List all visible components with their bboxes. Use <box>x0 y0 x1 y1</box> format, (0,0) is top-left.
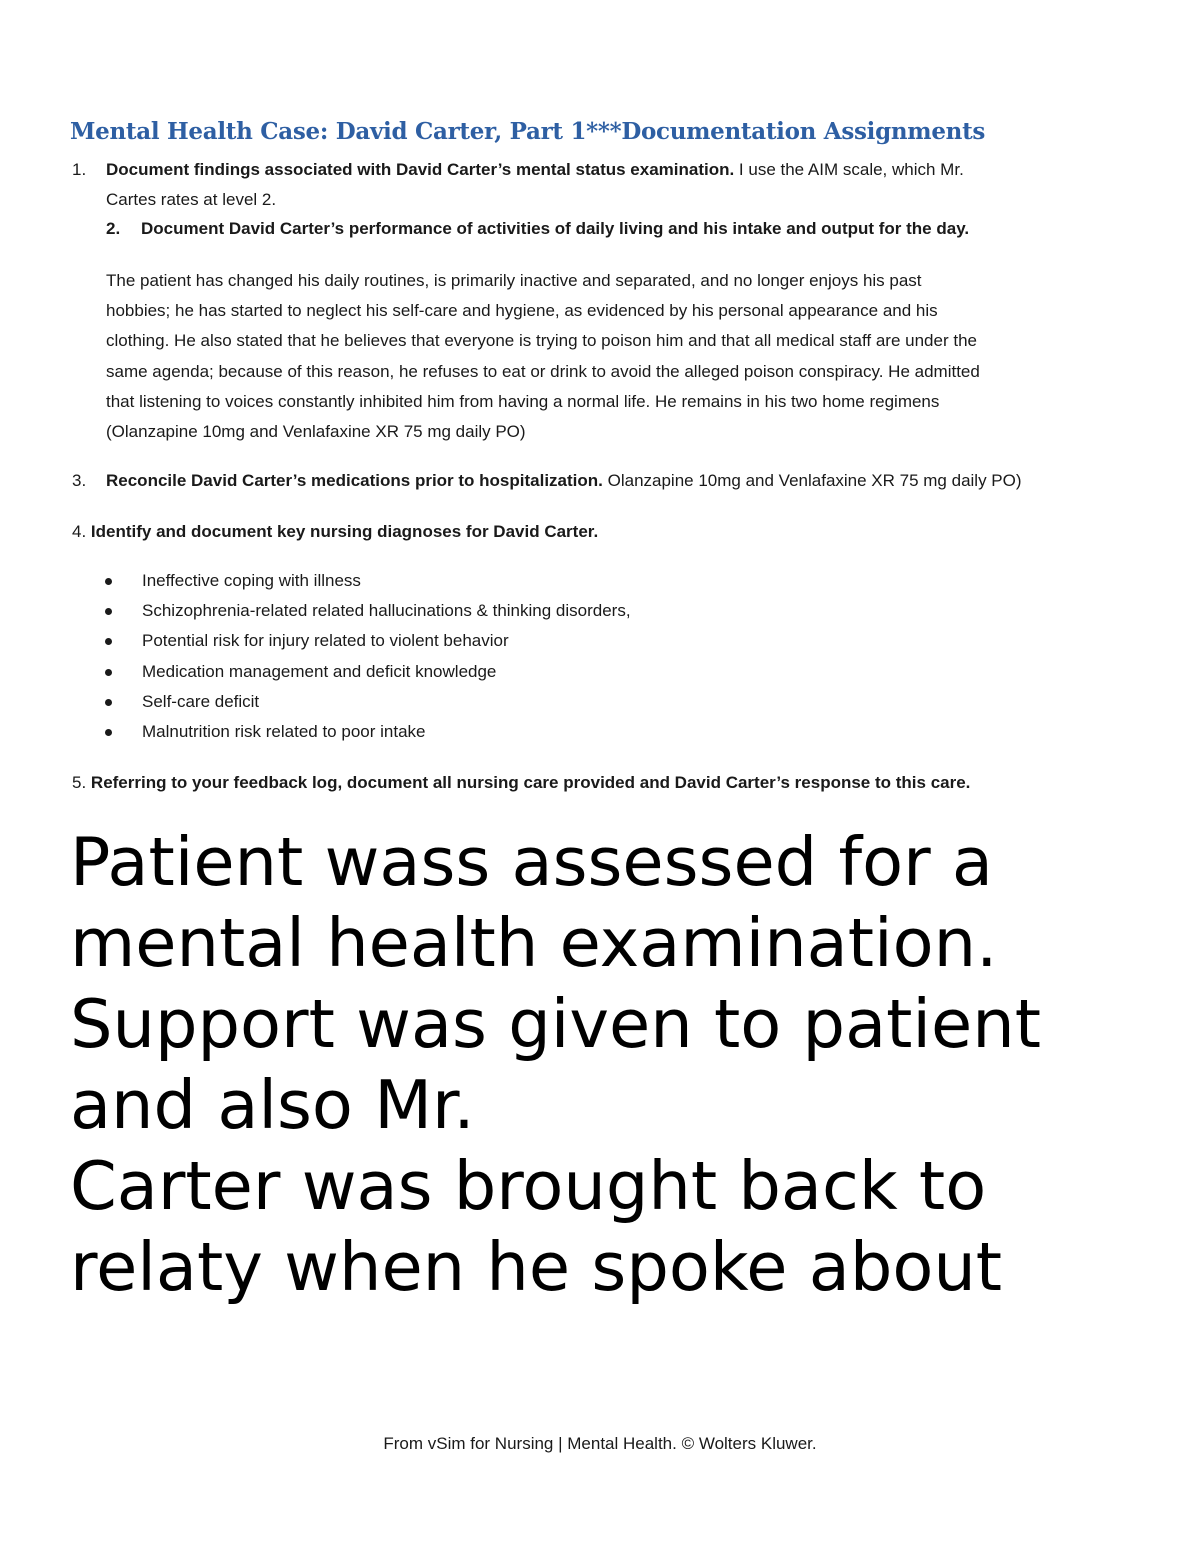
large-answer-line: Support was given to patient <box>70 985 1041 1063</box>
bullet-icon <box>105 578 112 585</box>
question-5-number: 5. <box>72 773 87 792</box>
large-answer-line: and also Mr. <box>70 1066 475 1144</box>
question-5-prompt: Referring to your feedback log, document all nursing care provided and David Carter’s response to this care. <box>86 773 971 792</box>
large-answer-line: Patient wass assessed for a <box>70 823 993 901</box>
answer-line: same agenda; because of this reason, he refuses to eat or drink to avoid the alleged poison conspiracy. He admitted <box>106 361 980 381</box>
bullet-icon <box>105 699 112 706</box>
question-2-number: 2. <box>106 219 121 238</box>
question-5-answer <box>70 822 1041 1308</box>
question-2-answer <box>106 266 1136 447</box>
diagnosis-text: Potential risk for injury related to violent behavior <box>142 631 509 651</box>
bullet-icon <box>105 638 112 645</box>
diagnosis-text: Self-care deficit <box>142 691 260 711</box>
question-3-number: 3. <box>72 471 87 490</box>
question-1 <box>72 155 964 185</box>
question-2-prompt: Document David Carter’s performance of activities of daily living and his intake and output for the day. <box>141 219 970 238</box>
page-footer: From vSim for Nursing | Mental Health. © Wolters Kluwer. <box>383 1434 817 1453</box>
answer-line: clothing. He also stated that he believes that everyone is trying to poison him and that all medical staff are under the <box>106 331 977 351</box>
answer-line: The patient has changed his daily routines, is primarily inactive and separated, and no longer enjoys his past <box>106 271 922 290</box>
list-item <box>72 687 631 717</box>
answer-line: (Olanzapine 10mg and Venlafaxine XR 75 mg daily PO) <box>106 422 526 442</box>
question-4-prompt: Identify and document key nursing diagnoses for David Carter. <box>86 522 599 541</box>
answer-line: that listening to voices constantly inhibited him from having a normal life. He remains in his two home regimens <box>106 391 940 411</box>
list-item <box>72 657 631 687</box>
diagnosis-text: Schizophrenia-related related hallucinations & thinking disorders, <box>142 601 631 621</box>
large-answer-line: mental health examination. <box>70 904 998 982</box>
diagnosis-text: Medication management and deficit knowledge <box>142 661 497 681</box>
question-5 <box>72 768 970 798</box>
bullet-icon <box>105 669 112 676</box>
nursing-diagnoses-list <box>72 566 631 747</box>
list-item <box>72 717 631 747</box>
answer-line: hobbies; he has started to neglect his self-care and hygiene, as evidenced by his personal appearance and his <box>106 301 938 321</box>
document-title: Mental Health Case: David Carter, Part 1***Documentation Assignments <box>70 118 986 145</box>
question-3 <box>72 466 1022 496</box>
bullet-icon <box>105 608 112 615</box>
question-2 <box>106 214 969 244</box>
diagnosis-text: Ineffective coping with illness <box>142 571 361 590</box>
question-3-answer: Olanzapine 10mg and Venlafaxine XR 75 mg daily PO) <box>602 471 1022 490</box>
list-item <box>72 566 631 596</box>
question-4 <box>72 517 598 547</box>
question-3-prompt: Reconcile David Carter’s medications prior to hospitalization. <box>106 471 603 490</box>
large-answer-line: relaty when he spoke about <box>70 1228 1003 1306</box>
list-item <box>72 596 631 626</box>
diagnosis-text: Malnutrition risk related to poor intake <box>142 721 426 741</box>
question-1-prompt: Document findings associated with David Carter’s mental status examination. <box>106 160 735 179</box>
bullet-icon <box>105 729 112 736</box>
list-item <box>72 626 631 656</box>
question-1-number: 1. <box>72 160 87 179</box>
question-4-number: 4. <box>72 522 87 541</box>
question-1-answer-continued: Cartes rates at level 2. <box>106 190 277 209</box>
question-1-answer: I use the AIM scale, which Mr. <box>734 160 964 179</box>
large-answer-line: Carter was brought back to <box>70 1147 987 1225</box>
